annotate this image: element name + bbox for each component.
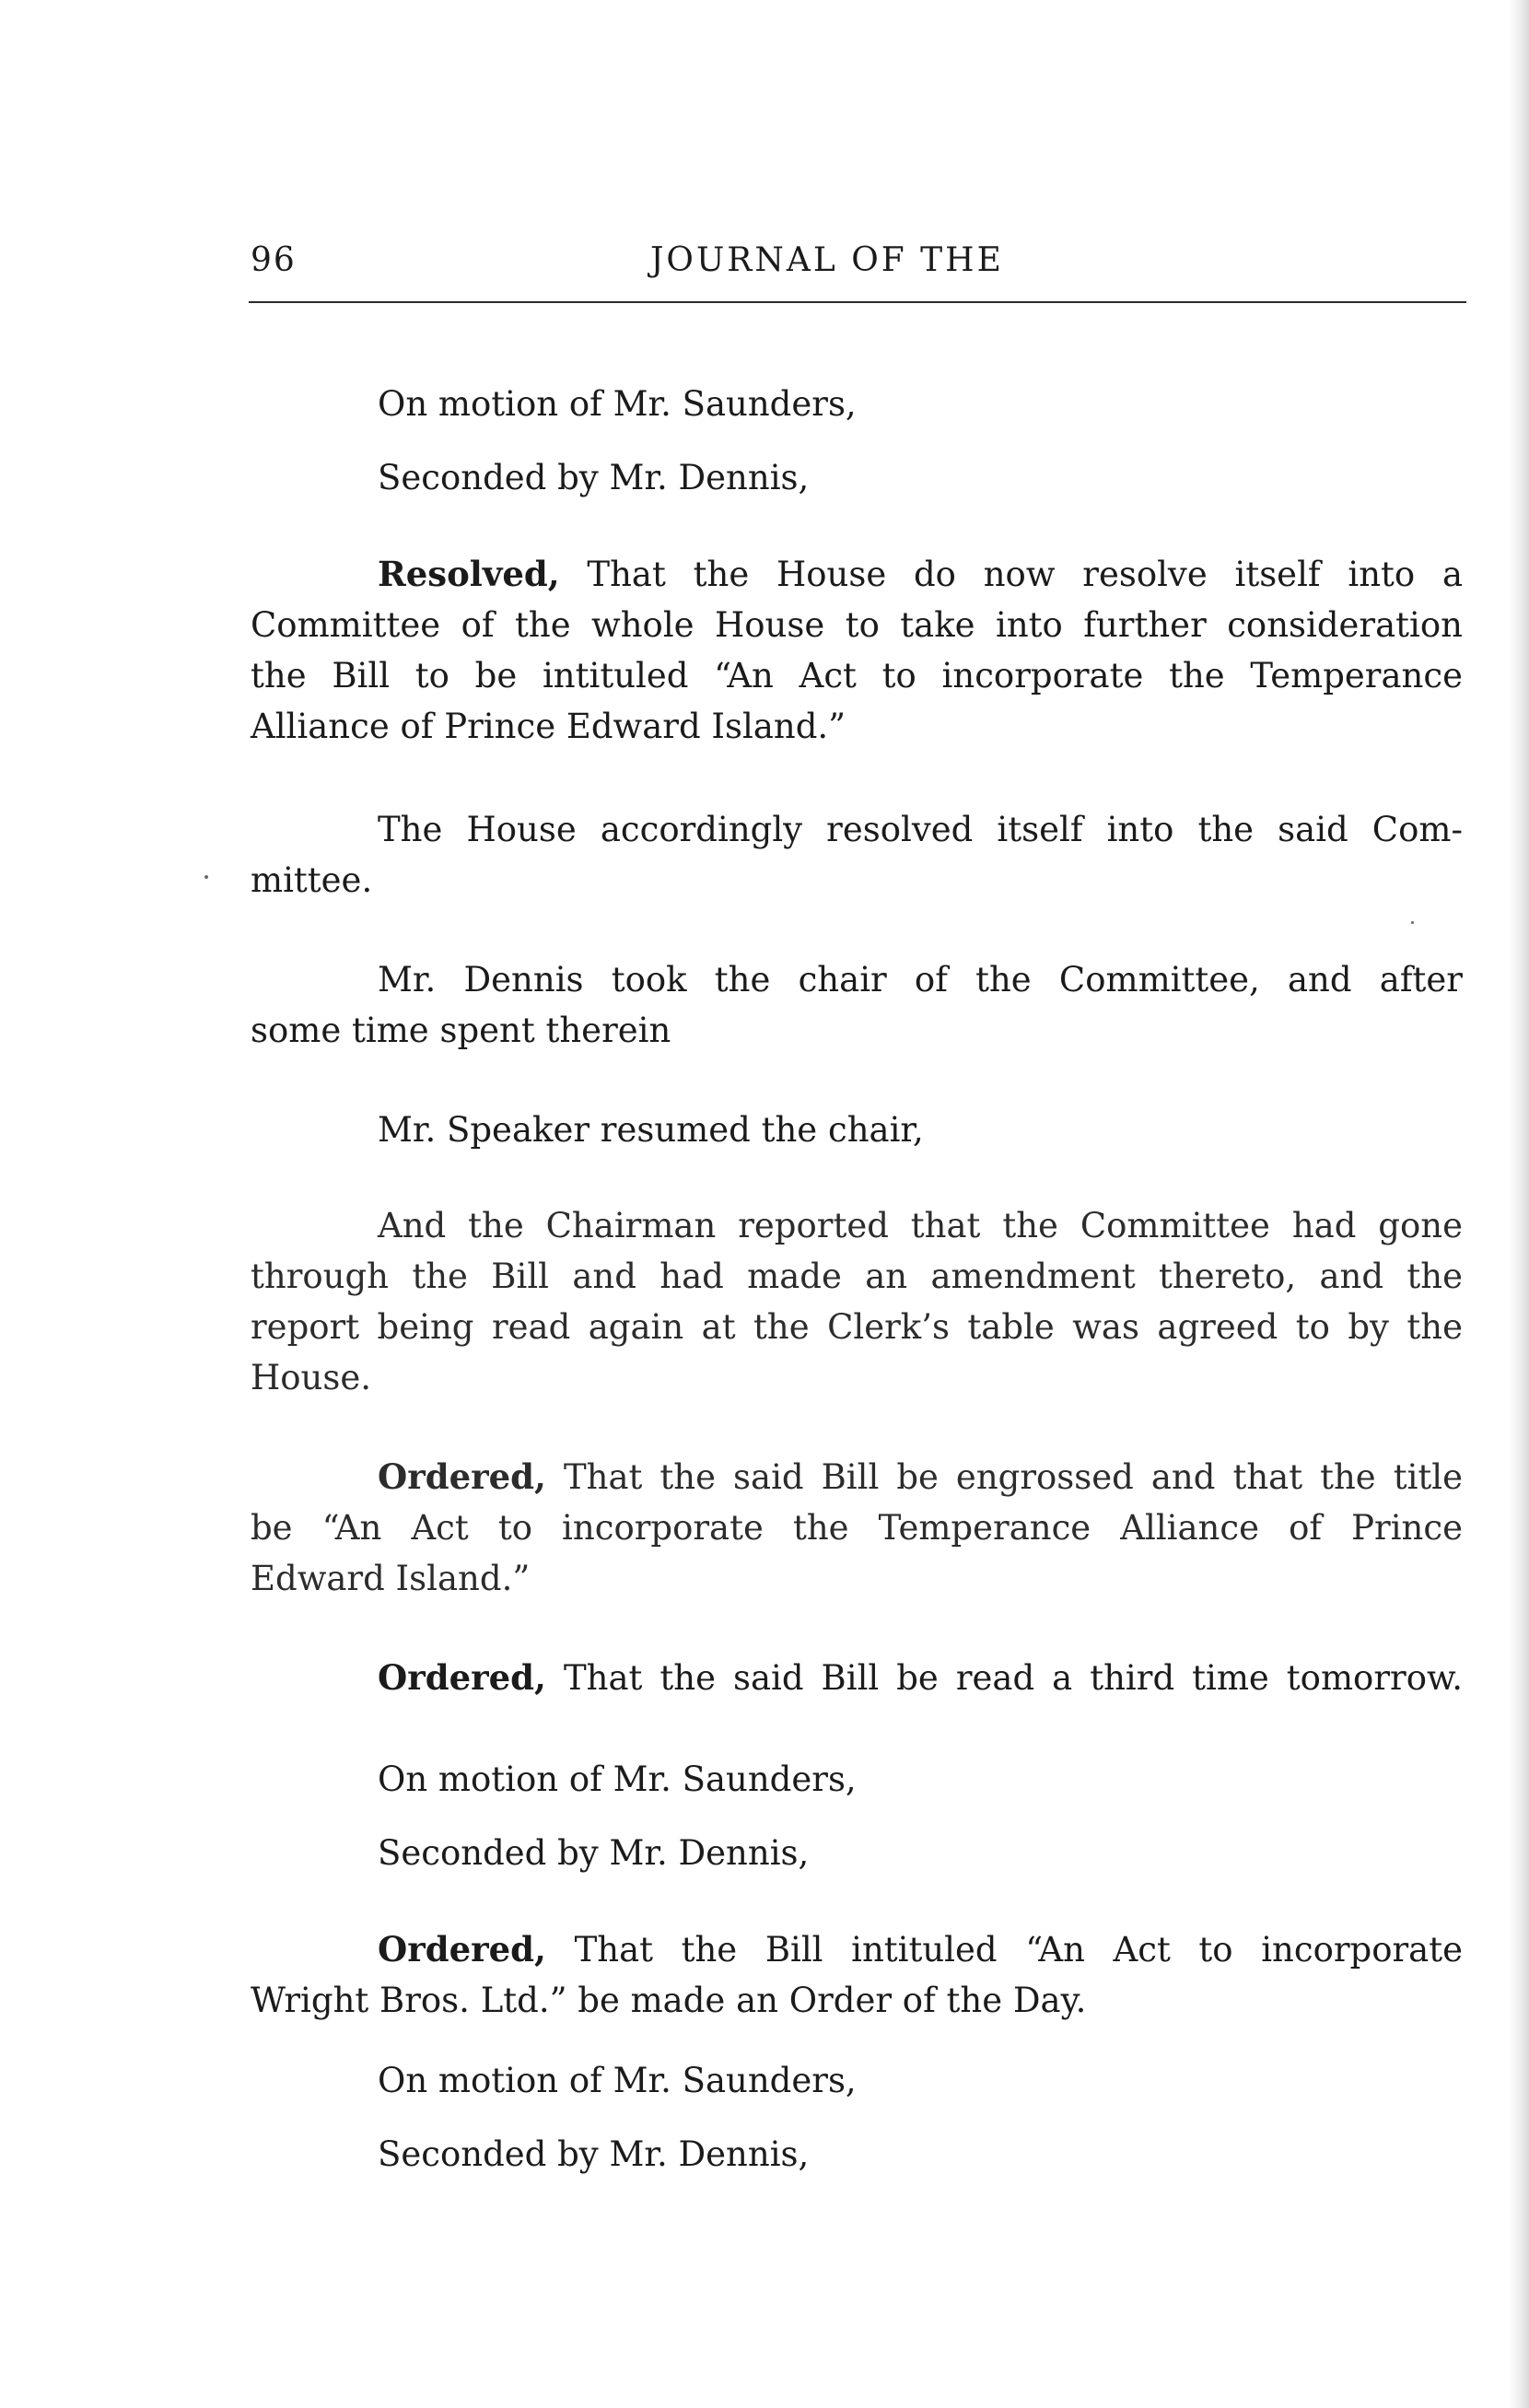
header-rule [249, 301, 1466, 303]
resolution-paragraph-line-3: the Bill to be intituled “An Act to incorporate the Temperance [251, 656, 1463, 696]
scan-speck [204, 875, 208, 879]
motion-line: On motion of Mr. Saunders, [378, 2061, 857, 2100]
resolved-label: Resolved, [378, 554, 560, 594]
motion-line: On motion of Mr. Saunders, [378, 1759, 857, 1799]
ordered-label: Ordered, [378, 1657, 546, 1698]
report-paragraph-line-4: House. [251, 1358, 372, 1397]
seconded-line: Seconded by Mr. Dennis, [378, 458, 810, 497]
page-number: 96 [251, 241, 297, 279]
resolution-text-1: That the House do now resolve itself into a [587, 555, 1463, 594]
page-edge-shadow [1509, 0, 1529, 2408]
page-header [251, 241, 1465, 297]
order-of-day-line-2: Wright Bros. Ltd.” be made an Order of the Day. [251, 1981, 1087, 2020]
running-head: JOURNAL OF THE [650, 241, 1004, 279]
engrossed-paragraph-line-2: be “An Act to incorporate the Temperance Alliance of Prince [251, 1508, 1463, 1548]
order-of-day-line-1 [378, 1929, 1464, 1970]
chair-paragraph-line-1: Mr. Dennis took the chair of the Committee, and after [378, 960, 1463, 999]
ordered-label: Ordered, [378, 1456, 546, 1497]
scan-speck [1411, 921, 1414, 924]
seconded-line: Seconded by Mr. Dennis, [378, 2134, 810, 2174]
third-reading-text: That the said Bill be read a third time tomorrow. [563, 1658, 1464, 1698]
engrossed-paragraph-line-1 [378, 1456, 1464, 1497]
engrossed-text-1: That the said Bill be engrossed and that the title [563, 1457, 1464, 1497]
report-paragraph-line-3: report being read again at the Clerk’s table was agreed to by the [251, 1307, 1463, 1347]
resolution-paragraph-line-1 [378, 554, 1463, 594]
third-reading-line [378, 1657, 1464, 1698]
report-paragraph-line-1: And the Chairman reported that the Committee had gone [378, 1206, 1463, 1245]
committee-paragraph-line-1: The House accordingly resolved itself into the said Com- [378, 810, 1463, 849]
motion-line: On motion of Mr. Saunders, [378, 384, 857, 424]
committee-paragraph-line-2: mittee. [251, 860, 373, 900]
report-paragraph-line-2: through the Bill and had made an amendment thereto, and the [251, 1257, 1463, 1296]
seconded-line: Seconded by Mr. Dennis, [378, 1833, 810, 1873]
resolution-paragraph-line-2: Committee of the whole House to take into further consideration [251, 605, 1463, 645]
ordered-label: Ordered, [378, 1929, 546, 1970]
order-of-day-text-1: That the Bill intituled “An Act to incorporate [574, 1930, 1464, 1970]
chair-paragraph-line-2: some time spent therein [251, 1011, 671, 1050]
speaker-line: Mr. Speaker resumed the chair, [378, 1110, 924, 1150]
resolution-paragraph-line-4: Alliance of Prince Edward Island.” [251, 707, 846, 746]
engrossed-paragraph-line-3: Edward Island.” [251, 1559, 531, 1598]
